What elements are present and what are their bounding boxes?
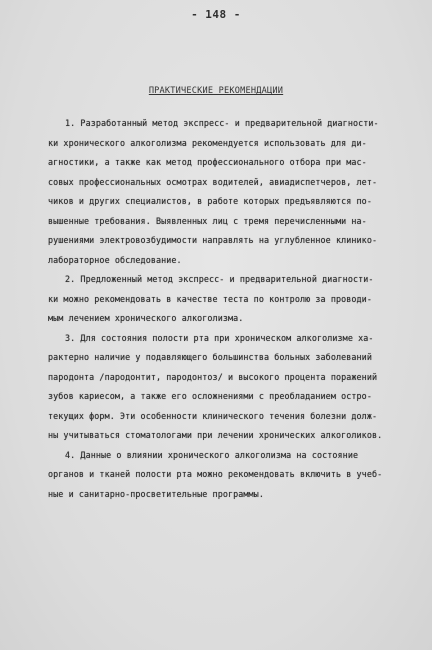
text-line: мым лечением хронического алкоголизма.	[48, 313, 244, 323]
text-line: пародонта /пародонтит, пародонтоз/ и высокого процента поражений	[48, 371, 378, 382]
text-line: зубов кариесом, а также его осложнениями с преобладанием остро-	[48, 391, 372, 401]
section-heading: ПРАКТИЧЕСКИЕ РЕКОМЕНДАЦИИ	[148, 86, 284, 96]
body-text	[48, 114, 388, 504]
text-line: совых профессиональных осмотрах водителей, авиадиспетчеров, лет-	[48, 176, 378, 187]
text-line: рушениями электровозбудимости направлять на углубленное клинико-	[48, 235, 378, 245]
text-line: вышенные требования. Выявленных лиц с тремя перечисленными на-	[48, 215, 367, 226]
text-line: 2. Предложенный метод экспресс- и предварительной диагности-	[65, 274, 374, 284]
page-number: - 148 -	[191, 8, 241, 21]
text-line: 4. Данные о влиянии хронического алкоголизма на состояние	[65, 449, 359, 460]
text-line: 3. Для состояния полости рта при хроническом алкоголизме ха-	[65, 332, 374, 343]
text-line: агностики, а также как метод профессионального отбора при мас-	[48, 157, 367, 167]
text-line: 1. Разработанный метод экспресс- и предварительной диагности-	[65, 118, 379, 128]
text-line: текущих форм. Эти особенности клинического течения болезни долж-	[48, 410, 378, 421]
text-line: ки можно рекомендовать в качестве теста по контролю за проводи-	[48, 293, 372, 304]
text-line: ные и санитарно-просветительные программы.	[48, 488, 264, 499]
text-line: ны учитываться стоматологами при лечении хронических алкоголиков.	[48, 430, 383, 440]
text-line: ки хронического алкоголизма рекомендуется использовать для ди-	[48, 137, 367, 148]
text-line: лабораторное обследование.	[48, 254, 182, 265]
text-line: органов и тканей полости рта можно рекомендовать включить в учеб-	[48, 469, 383, 479]
text-line: рактерно наличие у подавляющего большинства больных заболеваний	[48, 352, 372, 362]
text-line: чиков и других специалистов, в работе которых предъявляются по-	[48, 196, 372, 206]
